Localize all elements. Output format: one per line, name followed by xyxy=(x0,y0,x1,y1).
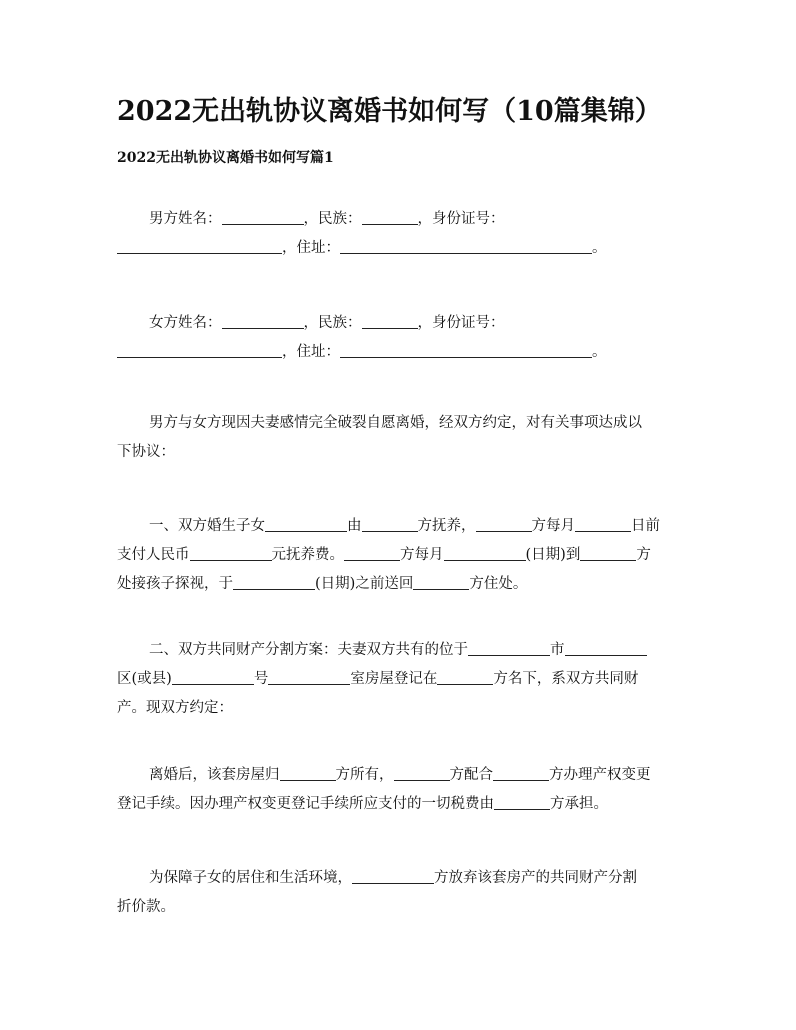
visiting-party-blank[interactable] xyxy=(344,544,400,561)
section-1-line-3 xyxy=(117,570,683,599)
text: 日前 xyxy=(631,518,660,534)
document-title: 2022无出轨协议离婚书如何写（10篇集锦） xyxy=(117,96,662,127)
female-info-line-2 xyxy=(117,338,683,367)
text: 方所有， xyxy=(335,767,394,783)
section-2-line-3: 产。现双方约定： xyxy=(117,700,233,716)
male-id-label: ，身份证号： xyxy=(417,211,505,227)
text: 为保障子女的居住和生活环境， xyxy=(149,870,352,886)
text: 方配合 xyxy=(449,767,493,783)
city-blank[interactable] xyxy=(468,639,550,656)
section-2-line-2 xyxy=(117,665,683,694)
paying-party-blank[interactable] xyxy=(476,515,532,532)
text: 由 xyxy=(347,518,362,534)
male-ethnicity-blank[interactable] xyxy=(362,208,418,225)
intro-line-1: 男方与女方现因夫妻感情完全破裂自愿离婚，经双方约定，对有关事项达成以 xyxy=(149,415,642,431)
female-id-blank[interactable] xyxy=(117,341,282,358)
section-1-paragraph xyxy=(117,512,683,599)
room-blank[interactable] xyxy=(268,668,350,685)
text: 离婚后，该套房屋归 xyxy=(149,767,280,783)
female-address-blank[interactable] xyxy=(340,341,592,358)
female-ethnicity-label: ，民族： xyxy=(303,315,362,331)
waiving-party-blank[interactable] xyxy=(352,867,434,884)
text: 方放弃该套房产的共同财产分割 xyxy=(434,870,637,886)
return-party-blank[interactable] xyxy=(413,573,469,590)
text: 二、双方共同财产分割方案：夫妻双方共有的位于 xyxy=(149,642,468,658)
pickup-party-blank[interactable] xyxy=(580,544,636,561)
text: 方承担。 xyxy=(550,796,608,812)
child-blank[interactable] xyxy=(265,515,347,532)
text: (日期)之前送回 xyxy=(315,576,414,592)
text: 一、双方婚生子女 xyxy=(149,518,265,534)
owner-party-blank[interactable] xyxy=(280,764,336,781)
text: 元抚养费。 xyxy=(271,547,344,563)
visit-date-blank[interactable] xyxy=(444,544,526,561)
male-name-blank[interactable] xyxy=(222,208,304,225)
female-address-label: ，住址： xyxy=(282,344,340,360)
text: 室房屋登记在 xyxy=(350,671,438,687)
street-number-blank[interactable] xyxy=(172,668,254,685)
text: 方 xyxy=(636,547,651,563)
male-address-label: ，住址： xyxy=(282,240,340,256)
section-1-line-2 xyxy=(117,541,683,570)
female-name-label: 女方姓名： xyxy=(149,315,222,331)
section-3-line-2 xyxy=(117,790,683,819)
custody-party-blank[interactable] xyxy=(362,515,418,532)
text: 方住处。 xyxy=(469,576,528,592)
transfer-party-blank[interactable] xyxy=(493,764,549,781)
article-subtitle: 2022无出轨协议离婚书如何写篇1 xyxy=(117,150,334,166)
text: 区(或县) xyxy=(117,671,172,687)
text: 登记手续。因办理产权变更登记手续所应支付的一切税费由 xyxy=(117,796,494,812)
female-info-paragraph xyxy=(117,309,683,367)
period: 。 xyxy=(592,344,607,360)
male-info-line-2 xyxy=(117,234,683,263)
section-4-line-1 xyxy=(117,864,683,893)
text: 处接孩子探视，于 xyxy=(117,576,233,592)
intro-paragraph xyxy=(117,409,683,467)
section-4-line-2: 折价款。 xyxy=(117,899,175,915)
female-info-line-1 xyxy=(117,309,683,338)
text: (日期)到 xyxy=(525,547,581,563)
male-name-label: 男方姓名： xyxy=(149,211,222,227)
section-2-paragraph xyxy=(117,636,683,723)
amount-blank[interactable] xyxy=(190,544,272,561)
text: 方名下，系双方共同财 xyxy=(493,671,639,687)
section-3-line-1 xyxy=(117,761,683,790)
male-info-line-1 xyxy=(117,205,683,234)
payment-day-blank[interactable] xyxy=(575,515,631,532)
male-info-paragraph xyxy=(117,205,683,263)
text: 方办理产权变更 xyxy=(549,767,651,783)
return-date-blank[interactable] xyxy=(233,573,315,590)
text: 方抚养， xyxy=(417,518,476,534)
period: 。 xyxy=(592,240,607,256)
district-blank[interactable] xyxy=(565,639,647,656)
section-4-paragraph xyxy=(117,864,683,922)
text: 号 xyxy=(253,671,269,687)
male-address-blank[interactable] xyxy=(340,237,592,254)
registered-party-blank[interactable] xyxy=(437,668,493,685)
text: 支付人民币 xyxy=(117,547,190,563)
male-ethnicity-label: ，民族： xyxy=(303,211,362,227)
section-3-paragraph xyxy=(117,761,683,819)
female-id-label: ，身份证号： xyxy=(417,315,505,331)
intro-line-2: 下协议： xyxy=(117,444,175,460)
tax-party-blank[interactable] xyxy=(494,793,550,810)
text: 方每月 xyxy=(531,518,575,534)
male-id-blank[interactable] xyxy=(117,237,282,254)
section-1-line-1 xyxy=(117,512,683,541)
text: 方每月 xyxy=(400,547,444,563)
female-ethnicity-blank[interactable] xyxy=(362,312,418,329)
text: 市 xyxy=(550,642,565,658)
section-2-line-1 xyxy=(117,636,683,665)
female-name-blank[interactable] xyxy=(222,312,304,329)
assisting-party-blank[interactable] xyxy=(394,764,450,781)
